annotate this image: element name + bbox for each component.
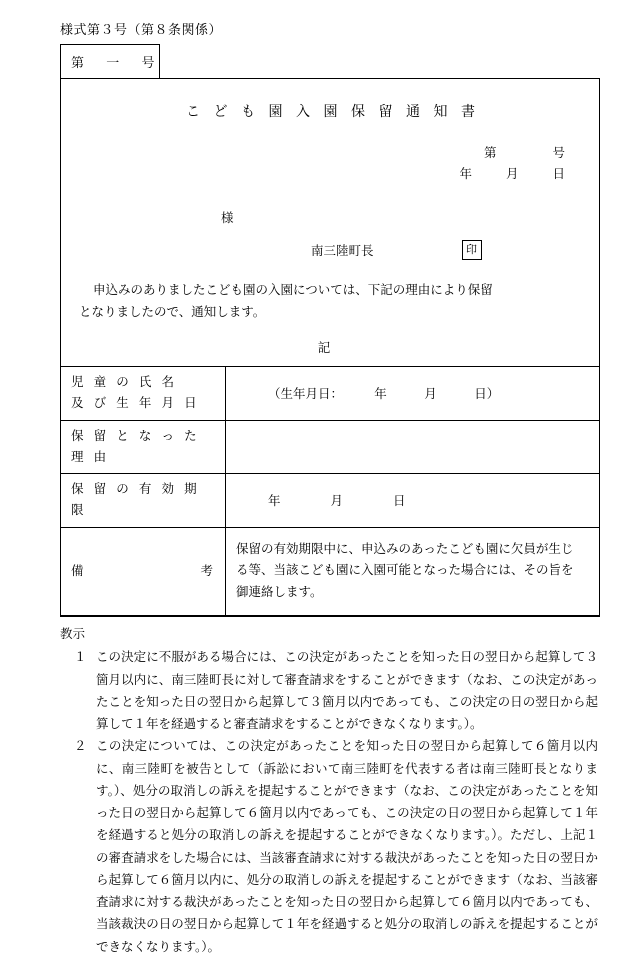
- row-label-line-2: 考: [200, 563, 215, 578]
- date-day-label: 日: [552, 167, 565, 182]
- remarks-text: 保留の有効期限中に、申込みのあったこども園に欠員が生じる等、当該こども園に入園可能となった場合には、その旨を御連絡します。: [236, 541, 574, 600]
- table-row: [61, 527, 599, 616]
- document-title: こ ど も 園 入 園 保 留 通 知 書: [186, 104, 480, 120]
- addressee-line: 様: [221, 211, 234, 226]
- row-label-line-2: 及 び 生 年 月 日: [71, 396, 201, 411]
- body-line-2: となりましたので、通知します。: [79, 305, 266, 320]
- issuer-line: [61, 240, 599, 260]
- form-code: 様式第３号（第８条関係）: [60, 22, 223, 37]
- row-label-line-1: 保 留 と な っ た 理 由: [71, 428, 201, 464]
- number-box-row: [60, 44, 600, 78]
- document-date-line: [61, 164, 565, 186]
- notice-main-box: [60, 78, 600, 618]
- number-label: 第: [483, 145, 497, 160]
- instruction-item-text: この決定については、この決定があったことを知った日の翌日から起算して６箇月以内に、南三陸町を被告として（訴訟において南三陸町を代表する者は南三陸町長となります。）、処分の取消しの訴えを提起することができます（なお、この決定があったことを知った日の翌日から起算して６箇月以内であっても、この決定の日の翌日から起算して１年を経過すると処分の取消しの訴えを提起することができなくなります。）。ただし、上記１の審査請求をした場合には、当該審査請求に対する裁決があったことを知った日の翌日から起算して６箇月以内に、処分の取消しの訴えを提起することができます（なお、当該審査請求に対する裁決があったことを知った日の翌日から起算して６箇月以内であっても、当該裁決の日の翌日から起算して１年を経過すると処分の取消しの訴えを提起することができなくなります。）。: [96, 739, 598, 954]
- instruction-item-number: ２: [74, 739, 87, 754]
- instruction-item: [60, 735, 600, 958]
- ki-marker: 記: [317, 341, 331, 356]
- row-value-child-name: [226, 367, 600, 421]
- birthdate-field: （生年月日： 年 月 日）: [268, 387, 500, 402]
- row-label-remarks: [61, 527, 226, 616]
- date-year-label: 年: [459, 167, 472, 182]
- instruction-item: [60, 646, 600, 735]
- row-value-reason: [226, 420, 600, 474]
- row-value-valid-period: [226, 474, 600, 528]
- table-row: [61, 420, 599, 474]
- seal-stamp-icon: 印: [462, 240, 482, 260]
- row-label-remarks-inner: [71, 561, 219, 582]
- table-row: [61, 367, 599, 421]
- row-label-line-1: 備: [71, 563, 86, 578]
- table-row: [61, 474, 599, 528]
- issuer-name: 南三陸町長: [311, 244, 374, 259]
- number-and-date-block: [61, 143, 599, 187]
- row-label-line-1: 児 童 の 氏 名: [71, 375, 178, 390]
- document-number-box: 第 一 号: [60, 44, 160, 78]
- instruction-title: 教示: [60, 627, 86, 642]
- row-label-child-name: [61, 367, 226, 421]
- instruction-item-number: １: [74, 650, 87, 665]
- row-label-valid-period: [61, 474, 226, 528]
- body-paragraph: [61, 280, 599, 324]
- instruction-item-text: この決定に不服がある場合には、この決定があったことを知った日の翌日から起算して３箇月以内に、南三陸町長に対して審査請求をすることができます（なお、この決定があったことを知った日の翌日から起算して３箇月以内であっても、この決定の日の翌日から起算して１年を経過すると審査請求をすることができなくなります。）。: [96, 650, 598, 732]
- body-line-1: 申込みのありましたこども園の入園については、下記の理由により保留: [93, 283, 493, 298]
- document-number-line: [61, 143, 565, 165]
- number-suffix: 号: [552, 145, 565, 160]
- row-label-reason: [61, 420, 226, 474]
- row-label-line-1: 保 留 の 有 効 期 限: [71, 482, 201, 518]
- row-value-remarks: [226, 527, 600, 616]
- instruction-section: [60, 623, 600, 958]
- valid-period-field: 年 月 日: [268, 494, 406, 509]
- date-month-label: 月: [505, 167, 519, 182]
- detail-table: [61, 366, 599, 616]
